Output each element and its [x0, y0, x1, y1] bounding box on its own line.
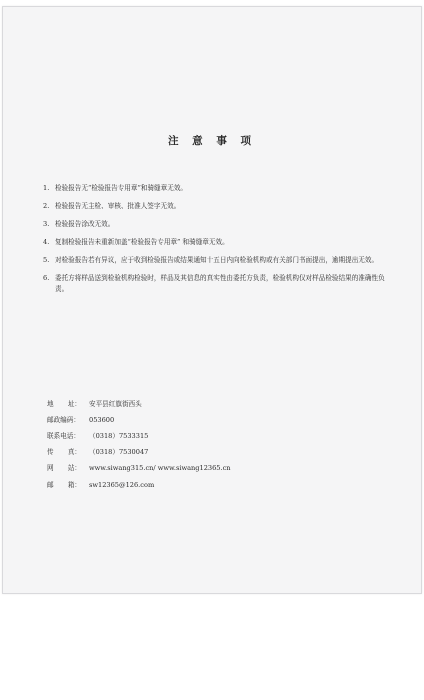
website-row: [47, 461, 347, 477]
note-text: 检验报告涂改无效。: [55, 220, 115, 228]
postcode-value: 053600: [89, 415, 115, 424]
website-value: www.siwang315.cn/ www.siwang12365.cn: [89, 464, 231, 473]
note-number: 4.: [43, 238, 50, 246]
note-number: 2.: [43, 202, 50, 210]
note-item: [43, 255, 395, 266]
note-number: 5.: [43, 256, 50, 264]
phone-row: [47, 428, 347, 444]
note-text: 复制检验报告未重新加盖“检验报告专用章” 和骑缝章无效。: [55, 238, 229, 246]
note-item: [43, 219, 395, 230]
fax-row: [47, 445, 347, 461]
phone-value: （0318）7533315: [89, 431, 149, 440]
note-number: 6.: [43, 274, 50, 282]
address-row: [47, 396, 347, 412]
note-item: [43, 237, 395, 248]
website-label-char: 网: [47, 464, 54, 473]
page-title: 注 意 事 项: [168, 135, 256, 147]
email-value: sw12365@126.com: [89, 480, 155, 489]
note-text: 检验报告无主检、审核、批准人签字无效。: [55, 202, 181, 210]
fax-label: [47, 447, 81, 458]
postcode-row: [47, 412, 347, 428]
email-label-char: 箱：: [67, 480, 81, 489]
website-label: [47, 463, 81, 474]
note-item: [43, 273, 395, 295]
phone-label: 联系电话：: [47, 431, 80, 440]
note-text: 检验报告无“检验报告专用章”和骑缝章无效。: [55, 184, 188, 192]
contact-info: [47, 396, 347, 493]
note-text: 对检验报告若有异议，应于收到检验报告或结果通知十五日内向检验机构或有关部门书面提出，逾期提出无效。: [55, 256, 379, 264]
fax-label-char: 真：: [67, 448, 81, 457]
notes-list: [43, 183, 395, 302]
address-label-char: 址：: [67, 399, 81, 408]
fax-label-char: 传: [47, 448, 54, 457]
fax-value: （0318）7530047: [89, 448, 149, 457]
note-text: 委托方将样品送到检验机构检验时，样品及其信息的真实性由委托方负责，检验机构仅对样品检验结果的准确性负责。: [55, 274, 385, 293]
address-label-char: 地: [47, 399, 54, 408]
document-page: [2, 6, 422, 594]
note-number: 1.: [43, 184, 50, 192]
email-label-char: 邮: [47, 480, 54, 489]
address-value: 安平县红旗街西头: [89, 399, 142, 408]
address-label: [47, 399, 81, 410]
email-row: [47, 477, 347, 493]
postcode-label: 邮政编码：: [47, 415, 80, 424]
email-label: [47, 480, 81, 491]
note-number: 3.: [43, 220, 50, 228]
note-item: [43, 201, 395, 212]
note-item: [43, 183, 395, 194]
website-label-char: 站：: [67, 464, 81, 473]
